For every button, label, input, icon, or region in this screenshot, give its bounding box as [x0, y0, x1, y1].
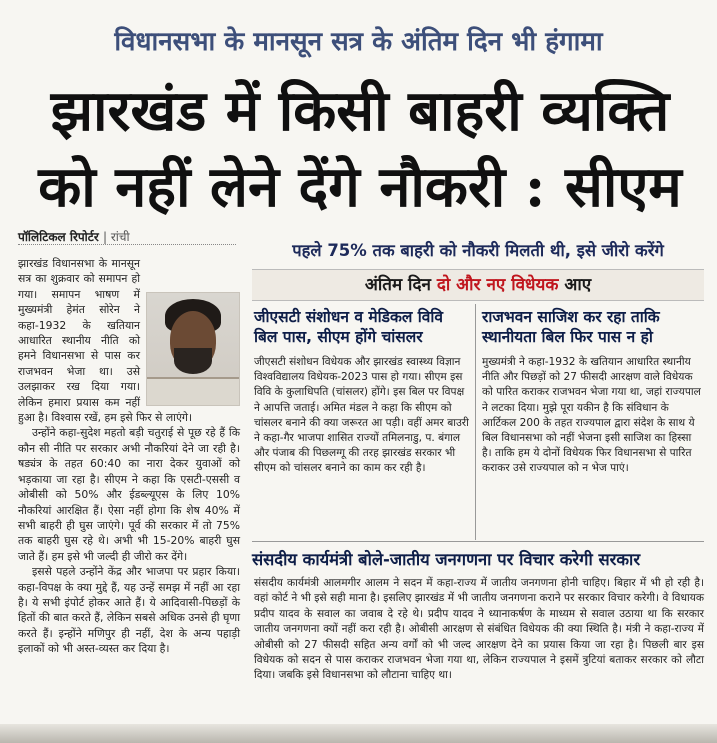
photo-shirt	[147, 377, 239, 406]
kicker: विधानसभा के मानसून सत्र के अंतिम दिन भी हंगामा	[114, 27, 603, 57]
column-2-body	[482, 355, 704, 477]
column-divider	[475, 304, 476, 540]
left-paragraph-1: झारखंड विधानसभा के मानसून सत्र का शुक्रवार को समापन हो गया। समापन भाषण में मुख्यमंत्री हेमंत सोरेन ने कहा-1932 के खतियान आधारित स्थानीय नीति को हमने विधानसभा से पास कर राजभवन भेजा था। उसे उलझाकर रख दिया गया। लेकिन हमारा प्रयास कम नहीं हुआ है। विश्वास रखें, हम इसे फिर से लाएंगे।	[18, 257, 193, 425]
byline	[18, 228, 130, 245]
left-paragraph-3: इससे पहले उन्होंने केंद्र और भाजपा पर प्रहार किया। कहा-विपक्ष के क्या मुद्दे हैं, यह उन्हें समझ में नहीं आ रहा है। ये सभी इंपोर्ट होकर आते हैं। ये आदिवासी-पिछड़ों के हितों की बात करते हैं, लेकिन सबसे अधिक उनसे ही घृणा करते हैं। इन्होंने मणिपुर ही नहीं, देश के अन्य पहाड़ी इलाकों को भी अस्त-व्यस्त कर दिया है।	[18, 565, 240, 656]
byline-source: पॉलिटिकल रिपोर्टर	[18, 230, 99, 244]
section-text: संसदीय कार्यमंत्री आलमगीर आलम ने सदन में कहा-राज्य में जातीय जनगणना होनी चाहिए। बिहार में भी हो रही है। वहां कोर्ट ने भी इसे सही माना है। इसलिए झारखंड में भी जातीय जनगणना कराने पर सरकार विचार करेगी। वे विधायक प्रदीप यादव के सवाल का जवाब दे रहे थे। प्रदीप यादव ने ध्यानाकर्षण के माध्यम से सवाल उठाया था कि सरकार जातीय जनगणना क्यों नहीं करा रही है। ओबीसी आरक्षण से संबंधित विधेयक की क्या स्थिति है। मंत्री ने कहा-राज्य में ओबीसी को 27 फीसदी सहित अन्य वर्गों को भी जल्द आरक्षण देने का प्रयास किया जा रहा है। पिछली बार इस विधेयक को सदन से पास कराकर राजभवन भेजा गया था, लेकिन राज्यपाल ने इसमें त्रुटियां बताकर सरकार को लौटा दिया। जबकि इसे विधानसभा को लौटाना चाहिए था।	[254, 577, 704, 682]
cm-photo	[146, 292, 240, 406]
headline-line-1: झारखंड में किसी बाहरी व्यक्ति	[50, 78, 670, 144]
byline-city: रांची	[110, 230, 130, 244]
byline-separator: |	[102, 230, 111, 244]
sub-banner	[252, 269, 704, 301]
byline-divider	[18, 244, 236, 245]
column-1-text: जीएसटी संशोधन विधेयक और झारखंड स्वास्थ्य विज्ञान विश्वविद्यालय विधेयक-2023 पास हो गया। सीएम इस विवि के कुलाधिपति (चांसलर) होंगे। इस बिल पर विपक्ष ने आपत्ति जताई। अमित मंडल ने कहा कि सीएम को चांसलर बनाने की क्या जरूरत आ पड़ी। वहीं अमर बाउरी ने कहा-गैर भाजपा शासित राज्यों तमिलनाडु, प. बंगाल और पंजाब की पिछलग्गू की तरह झारखंड सरकार भी सीएम को चांसलर बनाने का काम कर रही है।	[254, 356, 469, 475]
section-body	[254, 576, 704, 684]
photo-beard	[174, 348, 212, 374]
left-column	[18, 256, 240, 657]
column-1-body	[254, 355, 470, 477]
page-bottom-edge	[0, 724, 717, 743]
sub-banner-highlight: दो और नए विधेयक	[436, 275, 559, 295]
left-paragraph-2: उन्होंने कहा-सुदेश महतो बड़ी चतुराई से पूछ रहे हैं कि कौन सी नीति पर सरकार अभी नौकरियां देने जा रही है। षड्यंत्र के तहत 60:40 का नारा देकर युवाओं को भड़काया जा रहा है। सीएम ने कहा कि एसटी-एससी व ओबीसी को 50% और ईडब्ल्यूएस के लिए 10% नौकरियां आरक्षित हैं। ऐसा नहीं होगा कि शेष 40% में सभी बाहरी ही घुस जाएंगे। पूर्व की सरकार में तो 75% तक बाहरी घुस रहे थे। अभी भी 15-20% बाहरी घुस जाते हैं। हम इसे भी जल्दी ही जीरो कर देंगे।	[18, 426, 240, 563]
sub-banner-suffix: आए	[558, 275, 592, 295]
headline-line-2: को नहीं लेने देंगे नौकरी : सीएम	[38, 154, 682, 220]
column-2-text: मुख्यमंत्री ने कहा-1932 के खतियान आधारित स्थानीय नीति और पिछड़ों को 27 फीसदी आरक्षण वाले विधेयक को पारित कराकर राजभवन भेजा गया था, जहां राज्यपाल ने लटका दिया। मुझे पूरा यकीन है कि संविधान के आर्टिकल 200 के तहत राज्यपाल द्वारा संदेश के साथ ये बिल विधानसभा को नहीं भेजना इसी साजिश का हिस्सा है। ताकि हम ये दोनों विधेयक फिर विधानसभा से पारित कराकर उसे राज्यपाल को न भेज पाएं।	[482, 356, 701, 475]
sub-banner-prefix: अंतिम दिन	[364, 275, 437, 295]
section-divider	[252, 541, 704, 542]
column-2-headline: राजभवन साजिश कर रहा ताकि स्थानीयता बिल फिर पास न हो	[482, 308, 660, 346]
section-headline: संसदीय कार्यमंत्री बोले-जातीय जनगणना पर विचार करेगी सरकार	[252, 550, 641, 569]
deck: पहले 75% तक बाहरी को नौकरी मिलती थी, इसे जीरो करेंगे	[292, 241, 664, 260]
column-1-headline: जीएसटी संशोधन व मेडिकल विवि बिल पास, सीएम होंगे चांसलर	[254, 308, 444, 346]
